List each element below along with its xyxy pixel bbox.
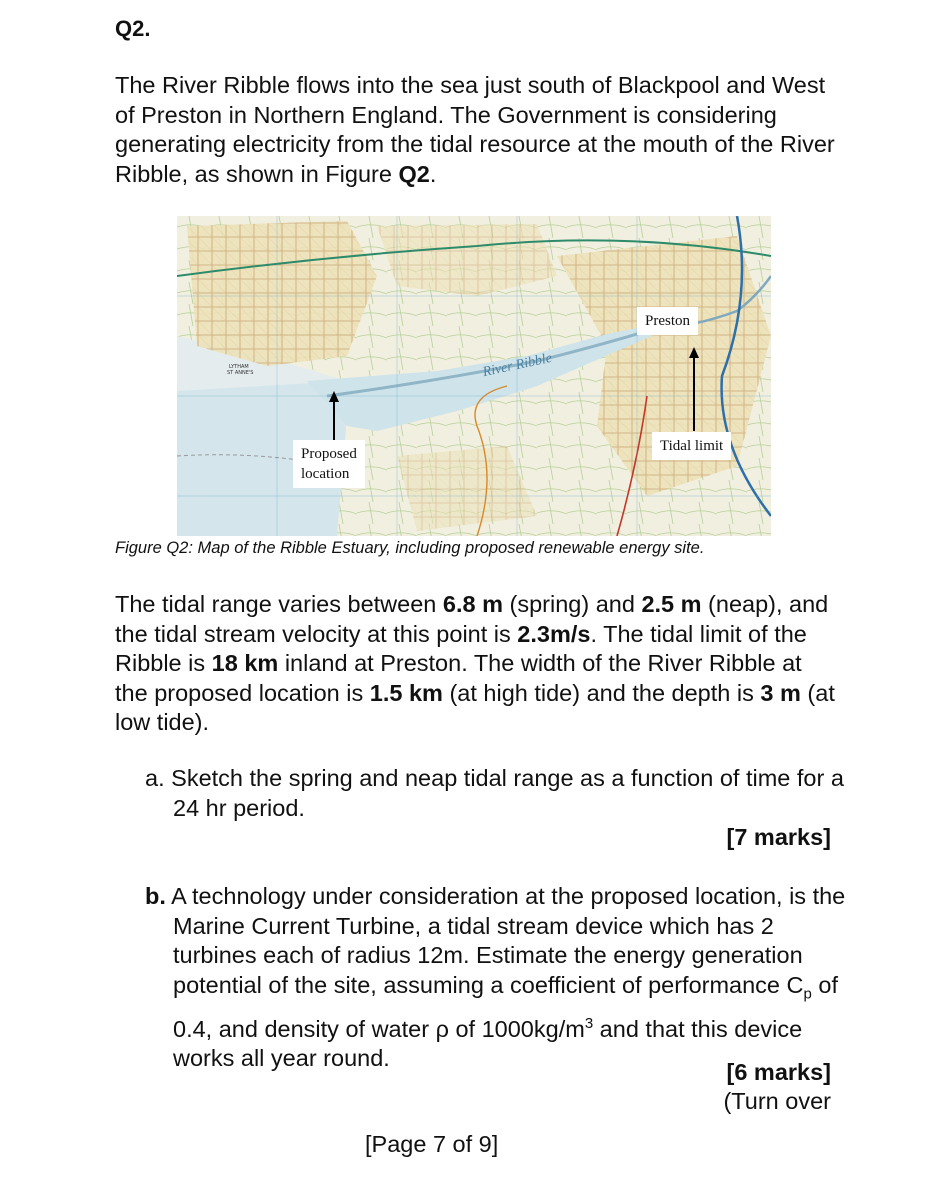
figure-reference: Q2 <box>398 160 430 187</box>
details-paragraph <box>115 590 835 738</box>
part-b-label: b. <box>145 883 166 909</box>
neap-range: 2.5 m <box>641 591 702 617</box>
part-b-text: and that this device works all year round. <box>173 1015 803 1072</box>
part-b-text: of 0.4, and density of water ρ of 1000kg/m <box>173 971 838 1042</box>
stream-velocity: 2.3m/s <box>517 620 591 647</box>
figure-q2-map <box>177 216 771 536</box>
part-b-marks: [6 marks] <box>726 1059 831 1085</box>
part-a-marks: [7 marks] <box>726 824 831 850</box>
details-text: (at high tide) and the depth is <box>442 679 761 706</box>
estuary-map-image <box>177 216 771 536</box>
intro-end: . <box>429 160 437 187</box>
question-number: Q2. <box>115 16 151 41</box>
details-text: (spring) and <box>502 591 642 617</box>
proposed-location-label <box>293 440 365 488</box>
intro-paragraph <box>115 71 835 189</box>
proposed-line-2: location <box>301 466 350 482</box>
part-a-text: Sketch the spring and neap tidal range as a function of time for a 24 hr period. <box>164 765 844 821</box>
part-a-label: a. <box>145 765 165 791</box>
river-depth: 3 m <box>760 679 801 706</box>
cp-subscript: p <box>803 985 812 1003</box>
details-text: inland at Preston. The width of the River Ribble at the proposed location is <box>115 650 802 706</box>
lytham-label: LYTHAM <box>229 364 249 370</box>
river-ribble-label: River Ribble <box>481 350 554 381</box>
details-text: (at low tide). <box>115 679 835 735</box>
tidal-limit-label: Tidal limit <box>652 432 731 460</box>
part-b <box>145 882 863 1074</box>
figure-caption: Figure Q2: Map of the Ribble Estuary, including proposed renewable energy site. <box>115 539 705 557</box>
spring-range: 6.8 m <box>442 591 503 617</box>
proposed-line-1: Proposed <box>301 446 357 462</box>
details-text: . The tidal limit of the Ribble is <box>115 620 807 676</box>
turn-over-note: (Turn over <box>723 1088 831 1114</box>
details-text: (neap), and the tidal stream velocity at this point is <box>115 591 829 647</box>
details-text: The tidal range varies between <box>115 591 443 617</box>
tidal-limit-distance: 18 km <box>211 650 279 676</box>
st-annes-label: ST ANNE'S <box>227 370 254 376</box>
intro-text: The River Ribble flows into the sea just south of Blackpool and West of Preston in Northern England. The Government is considering generating electricity from the tidal resource at the mouth of the River Ribble, as shown in Figure <box>115 72 835 187</box>
cubed-superscript: 3 <box>584 1014 594 1032</box>
river-width: 1.5 km <box>369 679 443 706</box>
part-b-text: A technology under consideration at the proposed location, is the Marine Current Turbine, a tidal stream device which has 2 turbines each of radius 12m. Estimate the energy generation potential of the site, assuming a coefficient of performance C <box>165 883 846 998</box>
part-a <box>145 764 853 823</box>
preston-label: Preston <box>637 307 698 335</box>
page-number: [Page 7 of 9] <box>365 1131 499 1157</box>
